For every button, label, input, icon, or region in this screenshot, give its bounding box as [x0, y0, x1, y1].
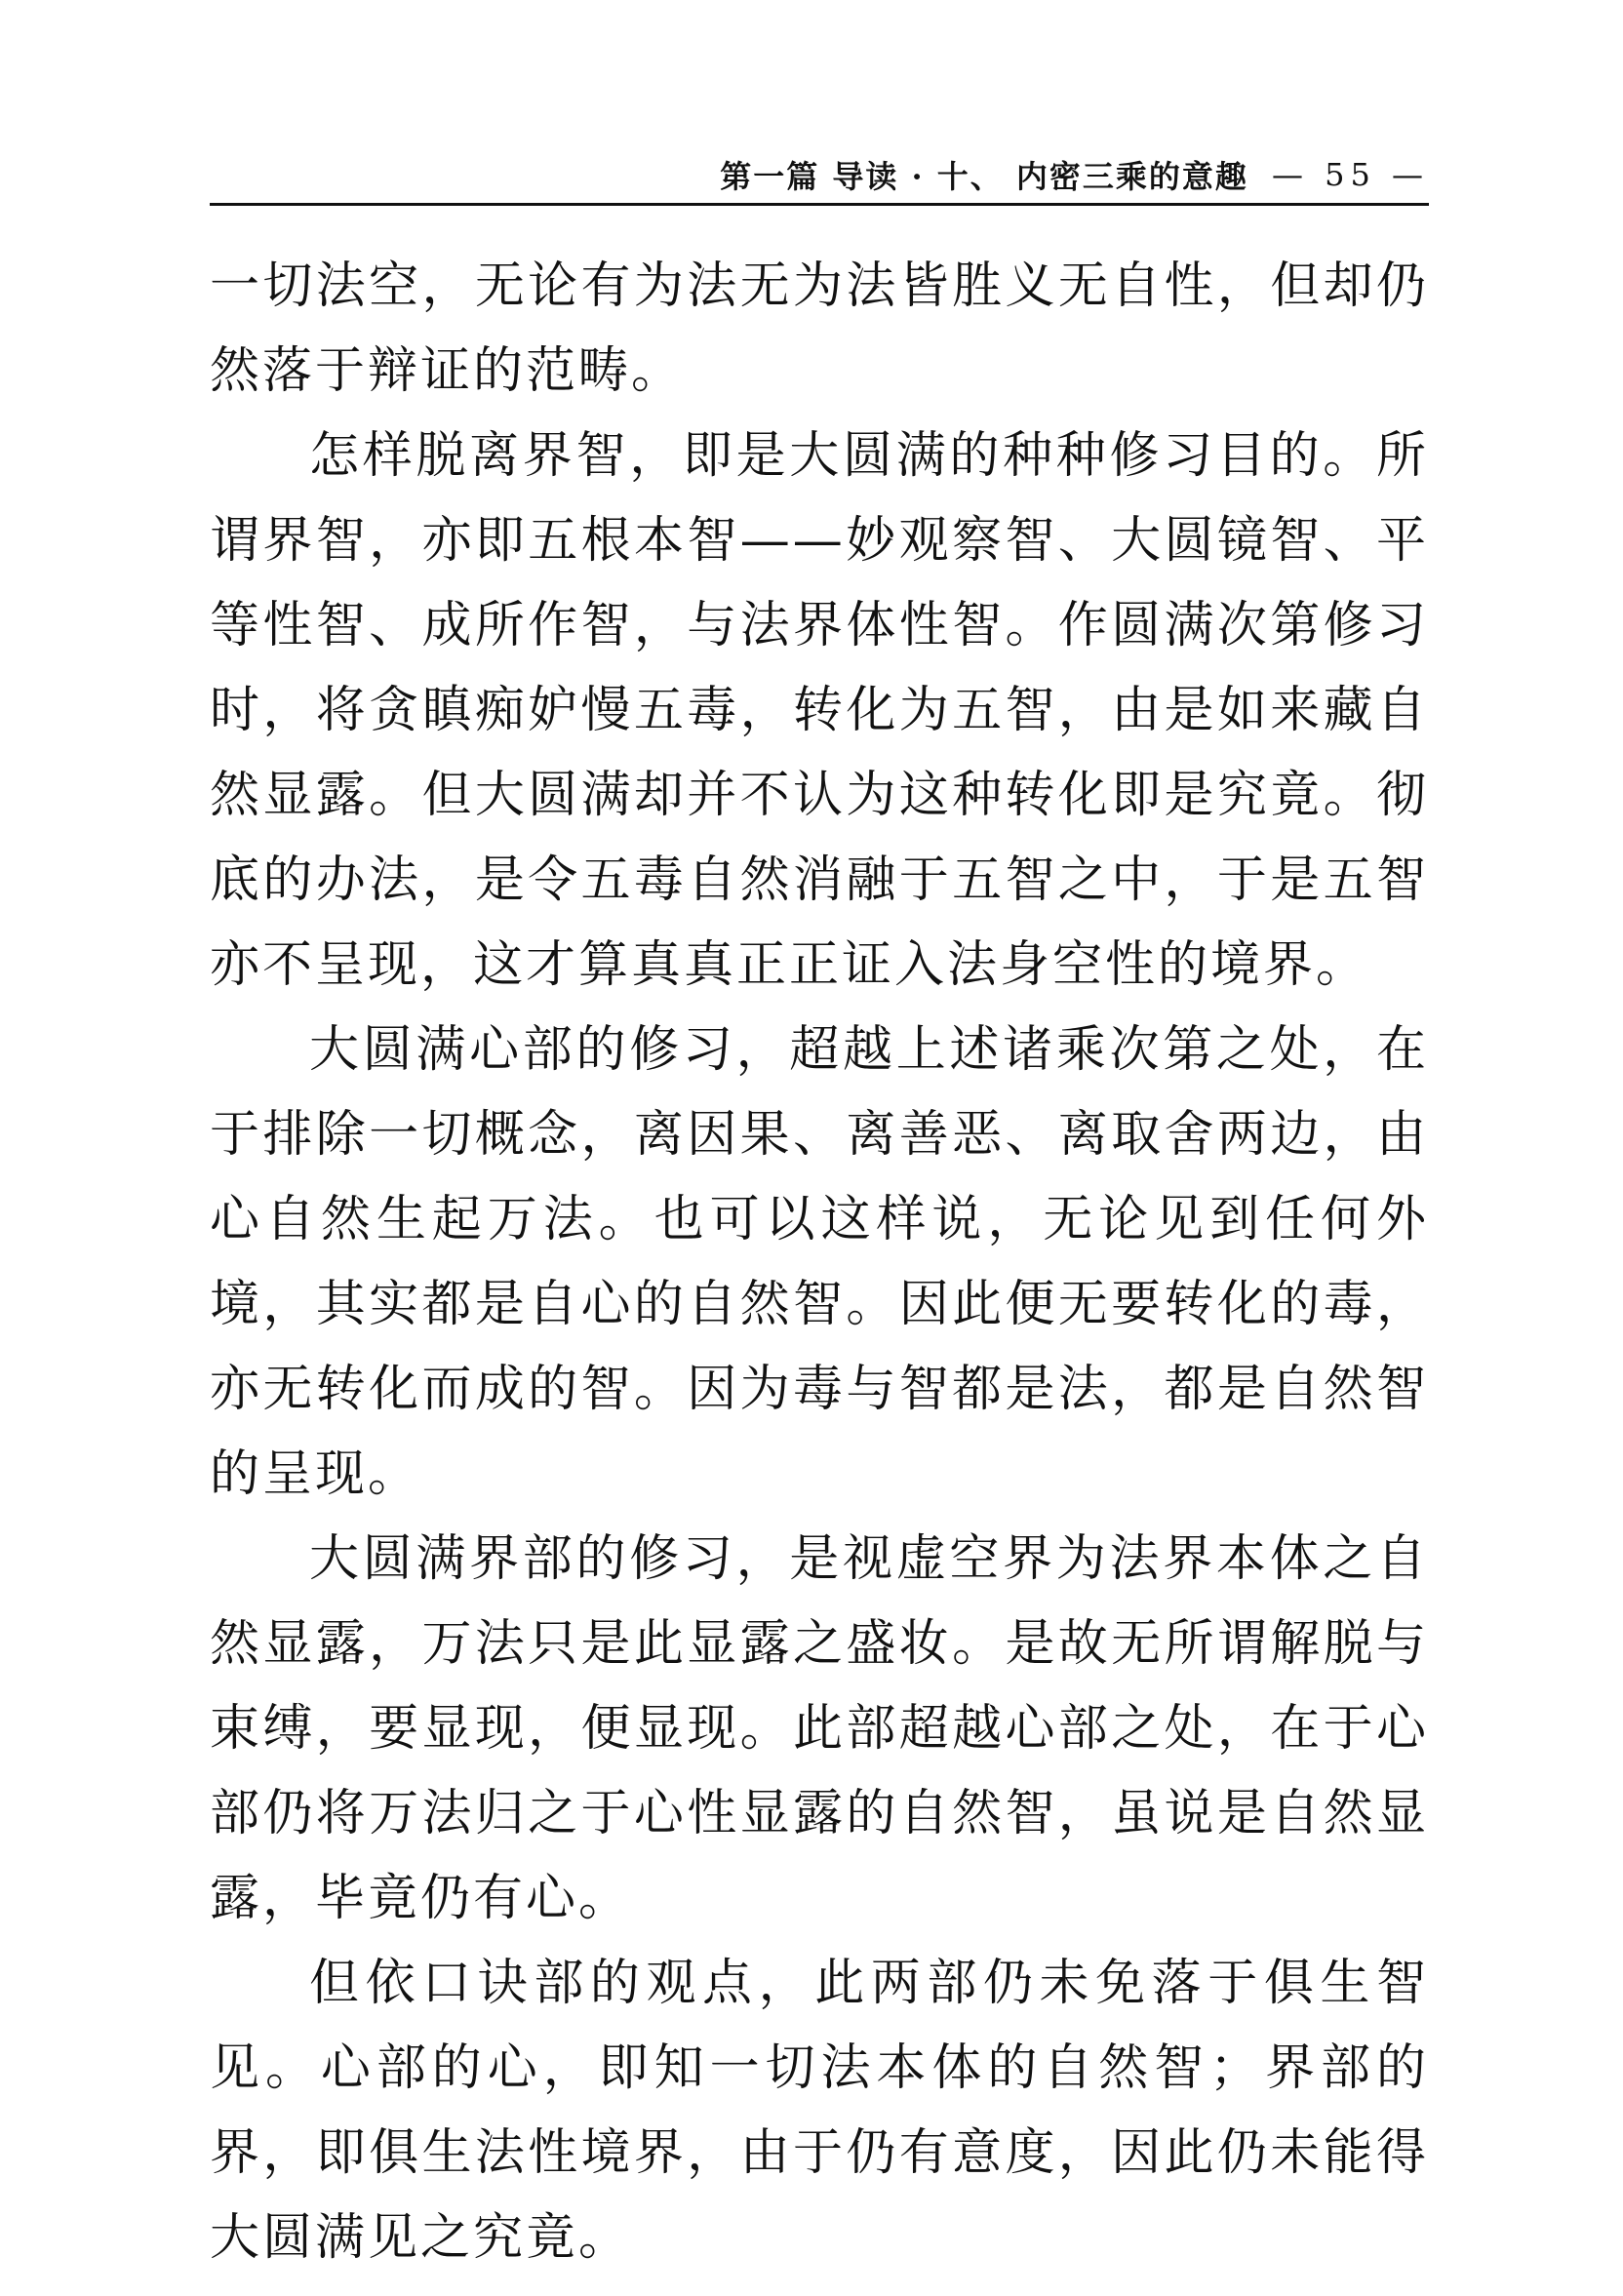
body-text — [210, 244, 1429, 2280]
running-header — [210, 146, 1429, 206]
paragraph: 大圆满界部的修习，是视虚空界为法界本体之自然显露，万法只是此显露之盛妆。是故无所谓解脱与束缚，要显现，便显现。此部超越心部之处，在于心部仍将万法归之于心性显露的自然智，虽说是自然显露，毕竟仍有心。 — [210, 1530, 1429, 1927]
paragraph: 大圆满心部的修习，超越上述诸乘次第之处，在于排除一切概念，离因果、离善恶、离取舍两边，由心自然生起万法。也可以这样说，无论见到任何外境，其实都是自心的自然智。因此便无要转化的毒，亦无转化而成的智。因为毒与智都是法，都是自然智的呈现。 — [210, 1021, 1429, 1503]
page-number: — 55 — — [1271, 156, 1429, 193]
paragraph: 怎样脱离界智，即是大圆满的种种修习目的。所谓界智，亦即五根本智——妙观察智、大圆镜智、平等性智、成所作智，与法界体性智。作圆满次第修习时，将贪瞋痴妒慢五毒，转化为五智，由是如来藏自然显露。但大圆满却并不认为这种转化即是究竟。彻底的办法，是令五毒自然消融于五智之中，于是五智亦不呈现，这才算真真正正证入法身空性的境界。 — [210, 427, 1429, 994]
paragraph: 一切法空，无论有为法无为法皆胜义无自性，但却仍然落于辩证的范畴。 — [210, 257, 1429, 400]
chapter-title: 第一篇 导读 · 十、 内密三乘的意趣 — [720, 158, 1248, 195]
paragraph: 但依口诀部的观点，此两部仍未免落于俱生智见。心部的心，即知一切法本体的自然智；界部的界，即俱生法性境界，由于仍有意度，因此仍未能得大圆满见之究竟。 — [210, 1955, 1429, 2267]
